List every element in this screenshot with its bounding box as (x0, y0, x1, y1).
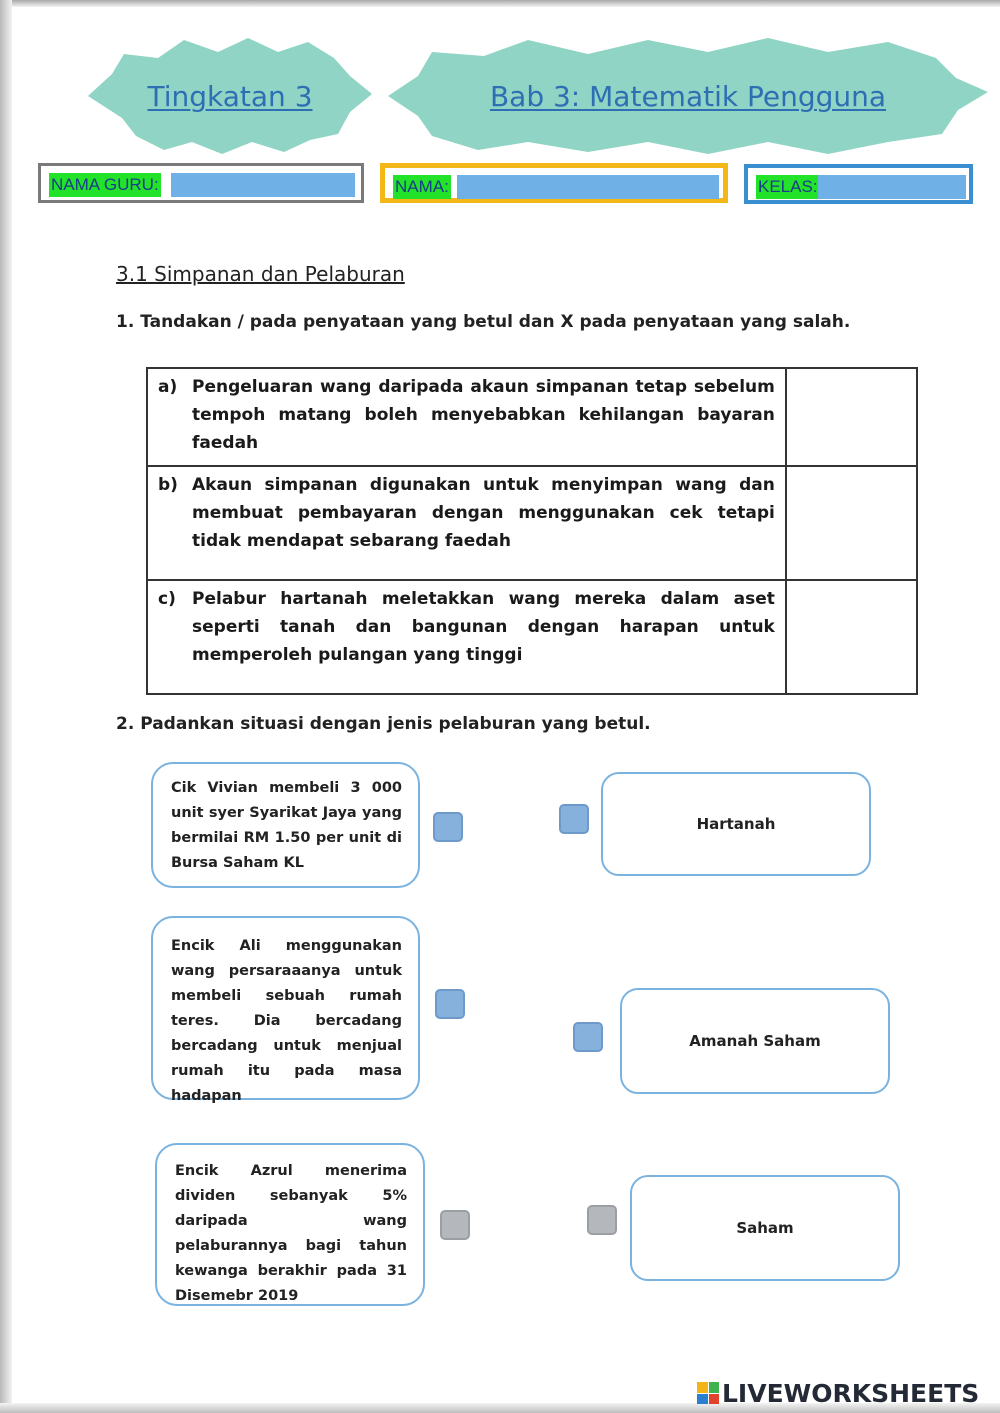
situation-1-match-dot[interactable] (433, 812, 463, 842)
investment-type-box-2: Amanah Saham (620, 988, 890, 1094)
table-row (147, 368, 917, 466)
situation-2-match-dot[interactable] (435, 989, 465, 1019)
nama-label: NAMA: (393, 175, 451, 199)
situation-box-1: Cik Vivian membeli 3 000 unit syer Syarikat Jaya yang bermilai RM 1.50 per unit di Bursa Saham KL (151, 762, 420, 888)
situation-3-match-dot[interactable] (440, 1210, 470, 1240)
statement-text: Pelabur hartanah meletakkan wang mereka dalam aset seperti tanah dan bangunan dengan harapan untuk memperoleh pulangan yang tinggi (192, 589, 775, 665)
answer-cell-a[interactable] (786, 368, 917, 466)
table-row (147, 466, 917, 580)
banner-right-text: Bab 3: Matematik Pengguna (489, 79, 887, 113)
nama-guru-label: NAMA GURU: (49, 173, 161, 197)
statement-letter: a) (158, 377, 178, 397)
banner-tingkatan (88, 38, 372, 154)
nama-guru-input[interactable] (171, 173, 355, 197)
question-2-text: 2. Padankan situasi dengan jenis pelaburan yang betul. (116, 714, 651, 734)
page-edge-left (0, 0, 12, 1413)
statement-cell (147, 466, 786, 580)
nama-guru-field (38, 163, 364, 203)
kelas-label: KELAS: (756, 175, 820, 199)
nama-input[interactable] (457, 175, 719, 199)
nama-field (380, 163, 728, 203)
section-title: 3.1 Simpanan dan Pelaburan (116, 262, 405, 286)
situation-box-2: Encik Ali menggunakan wang persaraaanya untuk membeli sebuah rumah teres. Dia bercadang bercadang untuk menjual rumah itu pada masa hadapan (151, 916, 420, 1100)
banner-left-text: Tingkatan 3 (147, 79, 313, 113)
brand-text: LIVEWORKSHEETS (722, 1378, 980, 1408)
investment-type-box-1: Hartanah (601, 772, 871, 876)
page-edge-top (0, 0, 1000, 7)
investment-type-box-3: Saham (630, 1175, 900, 1281)
statement-letter: b) (158, 475, 178, 495)
type-2-match-dot[interactable] (573, 1022, 603, 1052)
answer-cell-c[interactable] (786, 580, 917, 694)
statement-letter: c) (158, 589, 176, 609)
statement-table (146, 367, 918, 695)
statement-cell (147, 368, 786, 466)
banner-bab (388, 38, 988, 154)
statement-text: Akaun simpanan digunakan untuk menyimpan wang dan membuat pembayaran dengan menggunakan cek tetapi tidak mendapat sebarang faedah (192, 475, 775, 551)
situation-box-3: Encik Azrul menerima dividen sebanyak 5% daripada wang pelaburannya bagi tahun kewanga berakhir pada 31 Disemebr 2019 (155, 1143, 425, 1306)
kelas-field (744, 164, 973, 204)
type-3-match-dot[interactable] (587, 1205, 617, 1235)
question-1-text: 1. Tandakan / pada penyataan yang betul dan X pada penyataan yang salah. (116, 312, 851, 332)
liveworksheets-logo-icon (697, 1382, 719, 1404)
table-row (147, 580, 917, 694)
type-1-match-dot[interactable] (559, 804, 589, 834)
answer-cell-b[interactable] (786, 466, 917, 580)
statement-text: Pengeluaran wang daripada akaun simpanan tetap sebelum tempoh matang boleh menyebabkan kehilangan bayaran faedah (192, 377, 775, 453)
kelas-input[interactable] (818, 175, 966, 199)
statement-cell (147, 580, 786, 694)
liveworksheets-brand (697, 1378, 979, 1408)
